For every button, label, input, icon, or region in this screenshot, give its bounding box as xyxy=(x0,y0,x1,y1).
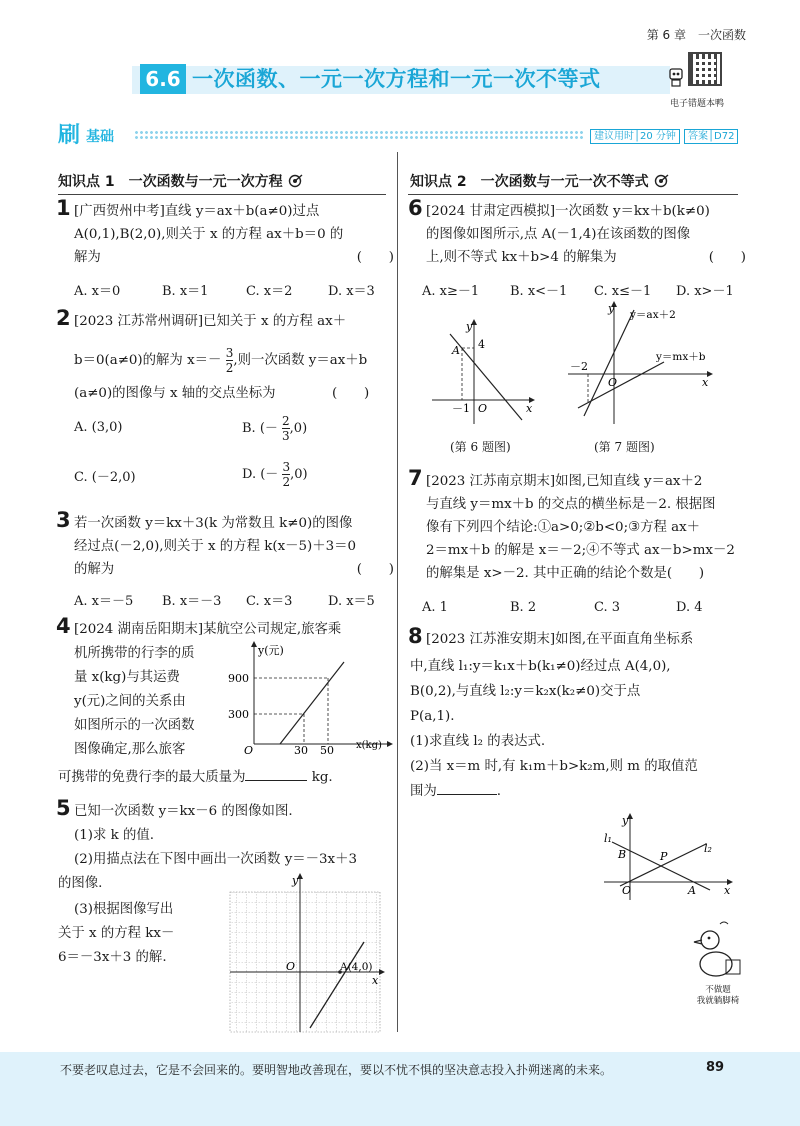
answer-label: 答案 xyxy=(688,131,708,142)
q8-end-period: . xyxy=(496,784,502,799)
q2-optb-num: 2 xyxy=(282,414,290,428)
q2-line2-text: b＝0(a≠0)的解为 x＝－ xyxy=(74,353,222,368)
q3-line: 经过点(－2,0),则关于 x 的方程 k(x－5)＋3＝0 xyxy=(74,539,357,554)
q3-stem xyxy=(74,512,394,581)
q4-line-3: y(元)之间的关系由 xyxy=(74,694,186,709)
column-divider xyxy=(397,152,398,1032)
banner-dot-line xyxy=(134,130,584,140)
q1-option-a[interactable]: A. x＝0 xyxy=(74,284,121,299)
q7-line: 与直线 y＝mx＋b 的交点的横坐标是－2. 根据图 xyxy=(426,497,716,512)
q4-line-2: 量 x(kg)与其运费 xyxy=(74,670,180,685)
q1-option-d[interactable]: D. x＝3 xyxy=(328,284,375,299)
knowledge-point-2-title xyxy=(410,171,670,191)
q2-line2-text-b: ,则一次函数 y＝ax＋b xyxy=(233,353,368,368)
q8-line-0: [2023 江苏淮安期末]如图,在平面直角坐标系 xyxy=(426,632,694,647)
q1-option-c[interactable]: C. x＝2 xyxy=(246,284,293,299)
q1-number: 1 xyxy=(56,196,71,220)
q7-stem xyxy=(426,470,746,585)
q4-line-6-text: 可携带的免费行李的最大质量为 xyxy=(58,770,246,785)
q7-line2-label: y＝mx＋b xyxy=(656,351,706,363)
q8-line xyxy=(410,779,740,804)
q8-ylabel: y xyxy=(622,814,629,827)
kp1-underline xyxy=(58,194,386,195)
q5-origin: O xyxy=(286,960,296,973)
q7-line: [2023 江苏南京期末]如图,已知直线 y＝ax＋2 xyxy=(426,474,703,489)
q8-line: (2)当 x＝m 时,有 k₁m＋b>k₂m,则 m 的取值范 xyxy=(410,759,698,774)
q8-line-text: 围为 xyxy=(410,784,437,799)
q8-l1-label: l₁ xyxy=(604,832,612,845)
q6-line: [2024 甘肃定西模拟]一次函数 y＝kx＋b(k≠0) xyxy=(426,204,710,219)
q7-caption: (第 7 题图) xyxy=(594,440,655,454)
q1-line-text: 解为 xyxy=(74,250,101,265)
q2-option-b[interactable] xyxy=(242,414,307,443)
footer-quote: 不要老叹息过去，它是不会回来的。要明智地改善现在，要以不忧不惧的坚决意志投入扑朔迷离的未来。 xyxy=(60,1063,613,1077)
q5-xlabel: x xyxy=(372,974,379,987)
q8-stem xyxy=(410,654,740,804)
q8-xlabel: x xyxy=(724,884,731,897)
q8-answer-blank[interactable] xyxy=(437,794,497,795)
q4-ylabel: y(元) xyxy=(258,644,284,657)
q6-point-a: A xyxy=(452,344,460,357)
kp1-title-text: 知识点 1 一次函数与一元一次方程 xyxy=(58,174,283,190)
q8-graph xyxy=(600,812,736,904)
q8-point-p: P xyxy=(660,850,668,863)
q4-unit: kg. xyxy=(311,770,333,785)
q2-line2 xyxy=(74,346,367,375)
q2-optd-num: 3 xyxy=(282,460,291,474)
q1-line: [广西贺州中考]直线 y＝ax＋b(a≠0)过点 xyxy=(74,204,320,219)
q3-option-d[interactable]: D. x＝5 xyxy=(328,594,375,609)
q2-optb-post: ,0) xyxy=(289,421,308,436)
q8-point-b: B xyxy=(618,848,627,861)
q2-line3-text: (a≠0)的图像与 x 轴的交点坐标为 xyxy=(74,386,276,401)
q8-point-a: A xyxy=(688,884,696,897)
q8-number: 8 xyxy=(408,624,423,648)
answer-tag: 答案│D72 xyxy=(684,129,738,144)
time-value: 20 分钟 xyxy=(640,131,676,142)
duck-mascot-icon xyxy=(690,920,746,982)
q6-option-c[interactable]: C. x≤－1 xyxy=(594,284,652,299)
q2-answer-paren: ( ) xyxy=(332,386,370,401)
q2-optd-fraction xyxy=(282,460,290,489)
q8-line: P(a,1). xyxy=(410,709,455,724)
q7-option-d[interactable]: D. 4 xyxy=(676,600,703,615)
qr-label: 电子错题本鸭 xyxy=(670,99,725,109)
q8-line: B(0,2),与直线 l₂:y＝k₂x(k₂≠0)交于点 xyxy=(410,684,641,699)
q2-number: 2 xyxy=(56,306,71,330)
mascot-label-line: 我就躺脚椅 xyxy=(696,996,740,1006)
q7-xlabel: x xyxy=(702,376,709,389)
q4-ytick-300: 300 xyxy=(228,708,249,721)
q3-line-text: 的解为 xyxy=(74,562,115,577)
q8-l2-label: l₂ xyxy=(704,842,712,855)
mascot-label-line: 不做题 xyxy=(705,985,731,995)
q5-line-3: 的图像. xyxy=(58,876,103,891)
q1-line: A(0,1),B(2,0),则关于 x 的方程 ax＋b＝0 的 xyxy=(74,227,344,242)
q7-option-a[interactable]: A. 1 xyxy=(422,600,448,615)
q5-line-0: 已知一次函数 y＝kx－6 的图像如图. xyxy=(74,804,293,819)
q2-option-d[interactable] xyxy=(242,460,308,489)
q1-option-b[interactable]: B. x＝1 xyxy=(162,284,209,299)
banner-label-small: 基础 xyxy=(86,129,114,145)
q6-line-text: 上,则不等式 kx＋b>4 的解集为 xyxy=(426,250,617,265)
q7-graph xyxy=(564,300,714,428)
kp2-underline xyxy=(408,194,738,195)
q6-origin: O xyxy=(478,402,488,415)
q6-stem xyxy=(426,200,746,269)
q8-line: (1)求直线 l₂ 的表达式. xyxy=(410,734,546,749)
q5-line-1: (1)求 k 的值. xyxy=(74,828,155,843)
q2-option-c[interactable]: C. (－2,0) xyxy=(74,470,136,485)
q7-line: 像有下列四个结论:①a>0;②b<0;③方程 ax＋ xyxy=(426,520,701,535)
q2-optb-den: 3 xyxy=(282,429,290,443)
q6-xtick-neg1: －1 xyxy=(452,402,470,415)
q2-option-a[interactable]: A. (3,0) xyxy=(74,420,123,435)
q6-xlabel: x xyxy=(526,402,533,415)
q4-line-6 xyxy=(58,766,333,789)
q2-optd-pre: D. (－ xyxy=(242,467,279,482)
q4-xlabel: x(kg) xyxy=(356,740,382,751)
q7-option-b[interactable]: B. 2 xyxy=(510,600,537,615)
q2-frac-den: 2 xyxy=(225,361,234,375)
time-tag: 建议用时│20 分钟 xyxy=(590,129,680,144)
q6-caption: (第 6 题图) xyxy=(450,440,511,454)
chapter-label: 第 6 章 一次函数 xyxy=(646,28,746,42)
q5-line-4: (3)根据图像写出 xyxy=(74,902,174,917)
knowledge-point-1-title xyxy=(58,171,304,191)
q7-option-c[interactable]: C. 3 xyxy=(594,600,621,615)
q3-option-a[interactable]: A. x＝－5 xyxy=(74,594,134,609)
q5-line-2: (2)用描点法在下图中画出一次函数 y＝－3x＋3 xyxy=(74,852,358,867)
q7-ylabel: y xyxy=(608,302,615,315)
kp2-title-text: 知识点 2 一次函数与一元一次不等式 xyxy=(410,174,649,190)
q5-ylabel: y xyxy=(292,874,299,887)
banner-label-big: 刷 xyxy=(58,123,81,148)
q2-line1: [2023 江苏常州调研]已知关于 x 的方程 ax＋ xyxy=(74,314,347,329)
q3-number: 3 xyxy=(56,508,71,532)
q4-xtick-30: 30 xyxy=(294,744,308,754)
q3-option-b[interactable]: B. x＝－3 xyxy=(162,594,222,609)
q5-line-5: 关于 x 的方程 kx－ xyxy=(58,926,175,941)
robot-icon xyxy=(666,66,686,88)
q7-xtick-neg2: －2 xyxy=(570,360,588,373)
answer-value: D72 xyxy=(714,131,735,142)
q3-line: 若一次函数 y＝kx＋3(k 为常数且 k≠0)的图像 xyxy=(74,516,353,531)
q5-line-6: 6＝－3x＋3 的解. xyxy=(58,950,167,965)
q2-optd-den: 2 xyxy=(282,475,291,489)
q7-line1-label: y＝ax＋2 xyxy=(630,309,676,321)
section-title: 一次函数、一元一次方程和一元一次不等式 xyxy=(192,67,601,91)
q4-ytick-900: 900 xyxy=(228,672,249,685)
q4-xtick-50: 50 xyxy=(320,744,334,754)
q4-line-0: [2024 湖南岳阳期末]某航空公司规定,旅客乘 xyxy=(74,622,342,637)
q1-line xyxy=(74,246,394,269)
target-icon xyxy=(288,174,304,188)
q6-number: 6 xyxy=(408,196,423,220)
q5-grid-graph xyxy=(226,872,386,1034)
q4-line-1: 机所携带的行李的质 xyxy=(74,646,195,661)
q6-ylabel: y xyxy=(466,320,473,333)
target-icon xyxy=(654,174,670,188)
q5-point-a: A(4,0) xyxy=(340,961,373,973)
q3-line xyxy=(74,558,394,581)
q7-number: 7 xyxy=(408,466,423,490)
time-label: 建议用时 xyxy=(594,131,634,142)
q4-number: 4 xyxy=(56,614,71,638)
q3-answer-paren: ( ) xyxy=(356,562,394,577)
q8-origin: O xyxy=(622,884,632,897)
q6-option-a[interactable]: A. x≥－1 xyxy=(422,284,480,299)
q7-origin: O xyxy=(608,376,618,389)
q4-origin: O xyxy=(244,744,254,754)
q6-option-d[interactable]: D. x>－1 xyxy=(676,284,734,299)
q2-optb-fraction xyxy=(282,414,290,443)
q6-ytick-4: 4 xyxy=(478,338,485,351)
q4-answer-blank[interactable] xyxy=(245,780,307,781)
q1-answer-paren: ( ) xyxy=(356,250,394,265)
q6-answer-paren: ( ) xyxy=(708,250,746,265)
q3-option-c[interactable]: C. x＝3 xyxy=(246,594,293,609)
page-number: 89 xyxy=(706,1060,725,1075)
section-number: 6.6 xyxy=(140,64,186,94)
q2-frac-num: 3 xyxy=(225,346,234,360)
q5-number: 5 xyxy=(56,796,71,820)
q4-line-4: 如图所示的一次函数 xyxy=(74,718,195,733)
q2-optb-pre: B. (－ xyxy=(242,421,278,436)
q7-line xyxy=(426,562,746,585)
q1-stem xyxy=(74,200,394,269)
q6-line: 的图像如图所示,点 A(－1,4)在该函数的图像 xyxy=(426,227,691,242)
q2-line3 xyxy=(74,382,394,405)
q6-option-b[interactable]: B. x<－1 xyxy=(510,284,568,299)
qr-code-icon[interactable] xyxy=(688,52,722,86)
q7-answer-paren: ( ) xyxy=(666,566,705,581)
q6-graph xyxy=(428,318,538,428)
q6-line xyxy=(426,246,746,269)
mascot-label xyxy=(688,985,748,1007)
q2-optd-post: ,0) xyxy=(290,467,308,482)
q4-line-5: 图像确定,那么旅客 xyxy=(74,742,186,757)
q4-graph xyxy=(224,640,396,754)
q7-line-text: 的解集是 x>－2. 其中正确的结论个数是 xyxy=(426,566,667,581)
q7-line: 2＝mx＋b 的解是 x＝－2;④不等式 ax－b>mx－2 xyxy=(426,543,735,558)
q8-line: 中,直线 l₁:y＝k₁x＋b(k₁≠0)经过点 A(4,0), xyxy=(410,659,671,674)
